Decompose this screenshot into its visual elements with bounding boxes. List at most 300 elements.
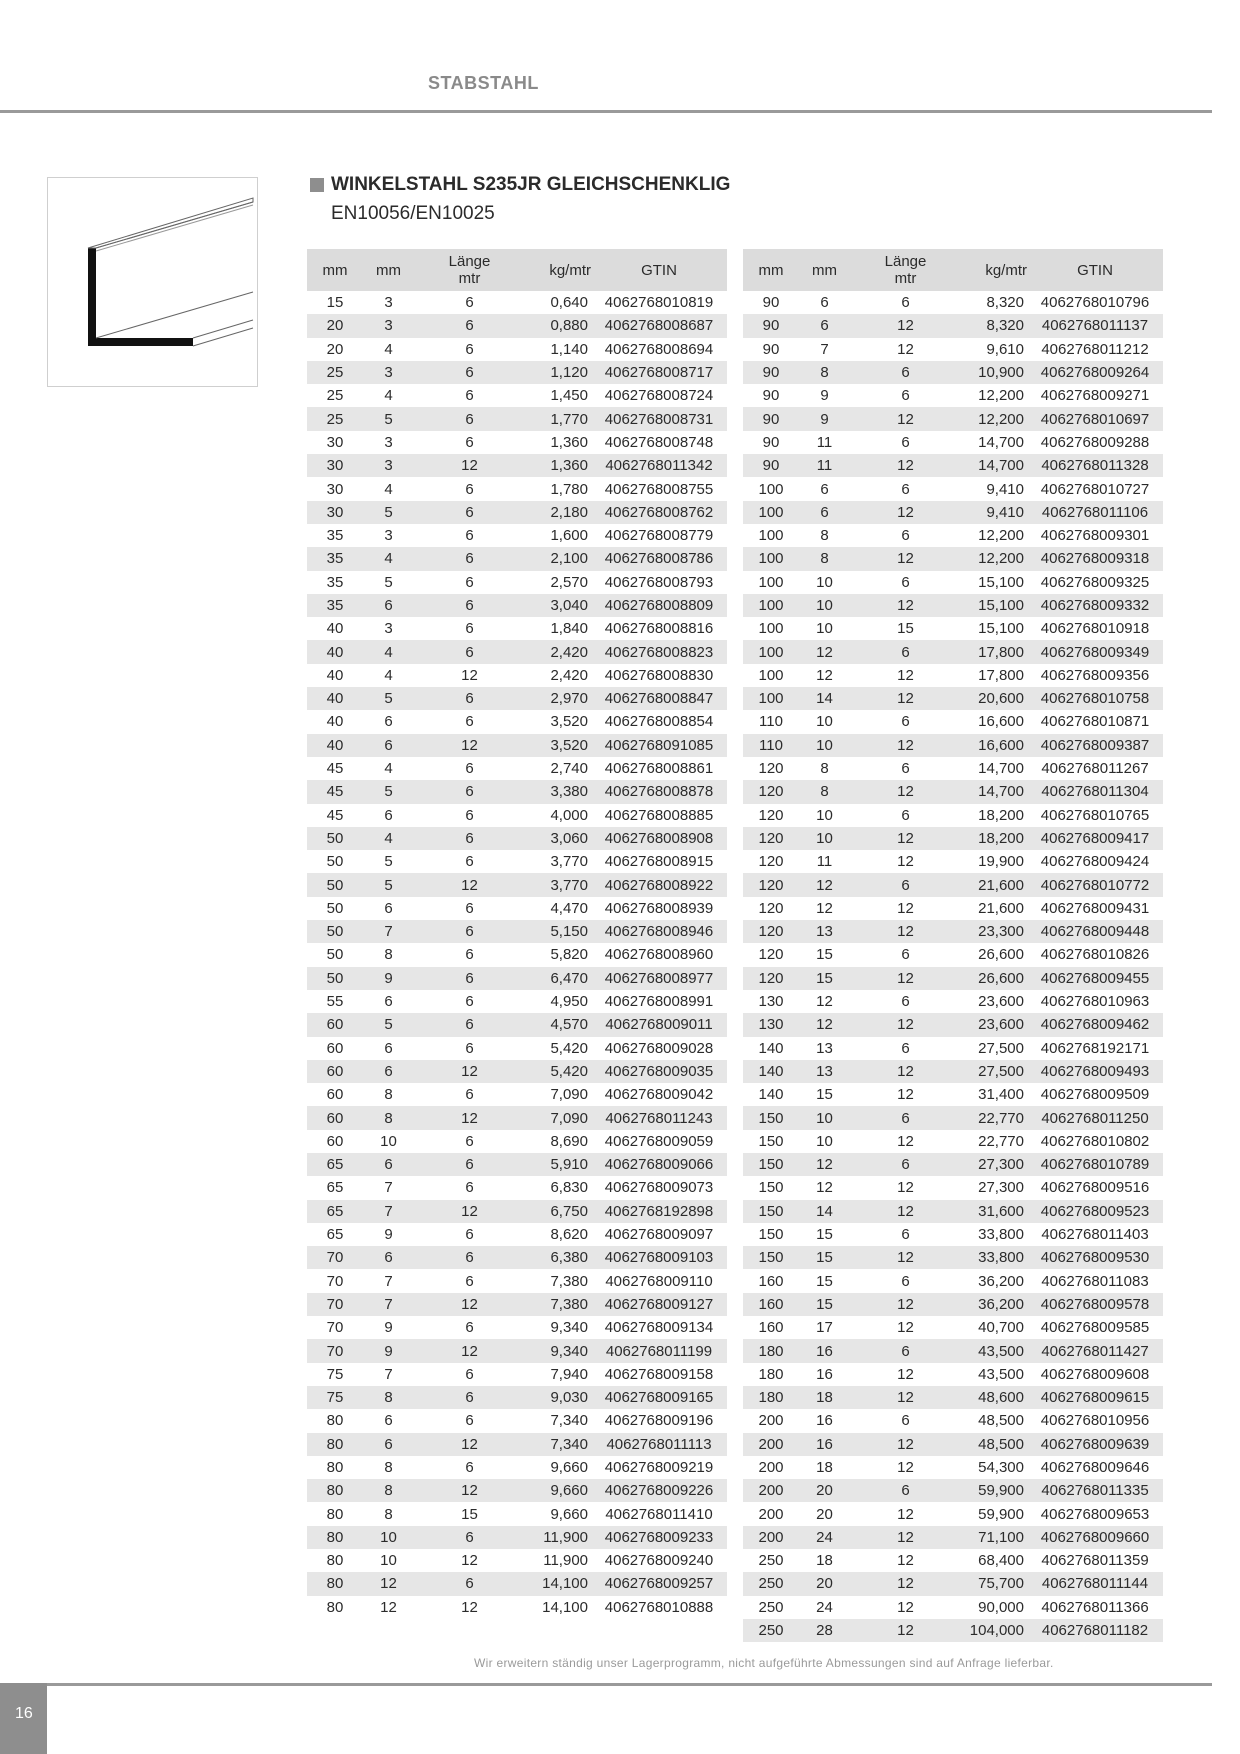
table-cell: 50 bbox=[326, 946, 344, 964]
table-cell: 4 bbox=[384, 760, 393, 778]
table-cell: 4062768009493 bbox=[1027, 1060, 1163, 1083]
table-cell: 5,420 bbox=[550, 1039, 588, 1057]
table-row bbox=[307, 594, 727, 617]
table-cell: 110 bbox=[743, 734, 799, 757]
table-cell: 9,610 bbox=[986, 340, 1024, 358]
table-row bbox=[743, 477, 1163, 500]
table-cell: 4062768009585 bbox=[1040, 1319, 1150, 1337]
table-cell: 4062768009158 bbox=[604, 1365, 714, 1383]
table-cell: 4062768008878 bbox=[591, 780, 727, 803]
table-cell: 4062768010697 bbox=[1027, 407, 1163, 430]
table-cell: 4062768009356 bbox=[1040, 666, 1150, 684]
table-cell: 11 bbox=[816, 853, 833, 871]
table-cell: 12 bbox=[850, 1200, 961, 1223]
table-cell: 4062768008991 bbox=[604, 993, 714, 1011]
table-row bbox=[743, 1386, 1163, 1409]
table-cell: 4062768009516 bbox=[1040, 1179, 1150, 1197]
table-cell: 4062768009226 bbox=[591, 1479, 727, 1502]
table-cell: 5 bbox=[363, 407, 414, 430]
table-cell: 8 bbox=[384, 1505, 393, 1523]
table-row bbox=[743, 594, 1163, 617]
table-cell: 200 bbox=[743, 1479, 799, 1502]
table-cell: 9 bbox=[363, 967, 414, 990]
table-cell: 26,600 bbox=[961, 967, 1027, 990]
table-cell: 3 bbox=[384, 527, 393, 545]
table-cell: 1,600 bbox=[550, 527, 588, 545]
table-row bbox=[743, 431, 1163, 454]
table-cell: 6 bbox=[465, 1365, 474, 1383]
table-row bbox=[307, 291, 727, 314]
table-cell: 6 bbox=[414, 967, 525, 990]
table-row bbox=[743, 338, 1163, 361]
table-cell: 7 bbox=[384, 1272, 393, 1290]
table-row bbox=[307, 1269, 727, 1292]
table-cell: 6 bbox=[850, 1153, 961, 1176]
table-cell: 35 bbox=[326, 573, 344, 591]
table-cell: 4062768010918 bbox=[1040, 620, 1150, 638]
table-cell: 12 bbox=[850, 1246, 961, 1269]
table-cell: 90 bbox=[743, 314, 799, 337]
table-cell: 90 bbox=[762, 433, 780, 451]
table-cell: 6 bbox=[414, 547, 525, 570]
table-cell: 18 bbox=[816, 1458, 833, 1476]
table-row bbox=[307, 1409, 727, 1432]
table-cell: 4062768009615 bbox=[1027, 1386, 1163, 1409]
table-cell: 3,040 bbox=[525, 594, 591, 617]
table-cell: 6 bbox=[414, 827, 525, 850]
table-cell: 6 bbox=[901, 573, 910, 591]
table-cell: 20 bbox=[307, 314, 363, 337]
table-cell: 4 bbox=[384, 666, 393, 684]
table-cell: 15 bbox=[816, 1086, 833, 1104]
table-cell: 100 bbox=[758, 573, 784, 591]
table-cell: 12 bbox=[816, 666, 833, 684]
stock-table-left bbox=[307, 249, 727, 1619]
table-cell: 8 bbox=[384, 946, 393, 964]
table-cell: 200 bbox=[758, 1412, 784, 1430]
table-cell: 54,300 bbox=[978, 1458, 1024, 1476]
table-cell: 12 bbox=[850, 1013, 961, 1036]
table-row bbox=[307, 1153, 727, 1176]
table-cell: 250 bbox=[758, 1552, 784, 1570]
table-cell: 100 bbox=[758, 620, 784, 638]
table-row bbox=[307, 1106, 727, 1129]
table-cell: 4062768009271 bbox=[1040, 387, 1150, 405]
table-cell: 4062768010765 bbox=[1040, 806, 1150, 824]
table-cell: 60 bbox=[307, 1060, 363, 1083]
table-cell: 12,200 bbox=[978, 387, 1024, 405]
table-cell: 3,770 bbox=[550, 853, 588, 871]
table-cell: 6 bbox=[901, 433, 910, 451]
column-header: mm bbox=[799, 249, 850, 291]
table-cell: 12 bbox=[461, 1598, 478, 1616]
table-cell: 4062768011403 bbox=[1041, 1226, 1149, 1244]
table-cell: 4062768011267 bbox=[1041, 760, 1149, 778]
column-header: Länge mtr bbox=[850, 249, 961, 291]
table-cell: 4062768011328 bbox=[1027, 454, 1163, 477]
table-row bbox=[307, 920, 727, 943]
table-cell: 12 bbox=[461, 666, 478, 684]
table-row bbox=[743, 1409, 1163, 1432]
table-cell: 27,500 bbox=[961, 1060, 1027, 1083]
table-row bbox=[307, 990, 727, 1013]
column-header: Länge mtr bbox=[414, 249, 525, 291]
table-cell: 10 bbox=[380, 1552, 397, 1570]
table-cell: 10 bbox=[799, 594, 850, 617]
table-cell: 1,360 bbox=[525, 454, 591, 477]
table-cell: 4062768009431 bbox=[1040, 899, 1150, 917]
table-row bbox=[307, 757, 727, 780]
table-cell: 4062768011199 bbox=[591, 1339, 727, 1362]
table-cell: 180 bbox=[743, 1386, 799, 1409]
table-cell: 5 bbox=[363, 687, 414, 710]
table-cell: 6 bbox=[901, 1039, 910, 1057]
table-cell: 100 bbox=[758, 666, 784, 684]
table-cell: 100 bbox=[743, 594, 799, 617]
table-cell: 150 bbox=[743, 1153, 799, 1176]
table-cell: 4062768009288 bbox=[1040, 433, 1150, 451]
table-cell: 4062768009448 bbox=[1027, 920, 1163, 943]
table-cell: 6 bbox=[901, 294, 910, 312]
table-row bbox=[307, 407, 727, 430]
table-cell: 6 bbox=[363, 1246, 414, 1269]
table-cell: 24 bbox=[799, 1526, 850, 1549]
table-cell: 43,500 bbox=[961, 1339, 1027, 1362]
table-cell: 6 bbox=[465, 853, 474, 871]
table-cell: 4062768009301 bbox=[1040, 527, 1150, 545]
table-cell: 15,100 bbox=[978, 573, 1024, 591]
table-cell: 6 bbox=[901, 480, 910, 498]
table-cell: 4062768010727 bbox=[1040, 480, 1150, 498]
footer-note: Wir erweitern ständig unser Lagerprogramm, nicht aufgeführte Abmessungen sind auf Anfrage lieferbar. bbox=[474, 1656, 1054, 1670]
table-cell: 3 bbox=[363, 314, 414, 337]
table-cell: 7,340 bbox=[550, 1412, 588, 1430]
table-cell: 4062768009349 bbox=[1027, 640, 1163, 663]
table-cell: 5,420 bbox=[525, 1060, 591, 1083]
table-cell: 12 bbox=[850, 1619, 961, 1642]
table-cell: 6 bbox=[363, 734, 414, 757]
table-cell: 6 bbox=[465, 1319, 474, 1337]
table-cell: 3 bbox=[384, 433, 393, 451]
table-cell: 6 bbox=[901, 1412, 910, 1430]
table-cell: 4062768009103 bbox=[591, 1246, 727, 1269]
table-row bbox=[307, 617, 727, 640]
table-cell: 4062768009035 bbox=[591, 1060, 727, 1083]
table-cell: 80 bbox=[326, 1552, 344, 1570]
table-cell: 6 bbox=[465, 433, 474, 451]
table-cell: 10 bbox=[816, 1132, 833, 1150]
table-cell: 4062768008731 bbox=[591, 407, 727, 430]
table-cell: 11,900 bbox=[543, 1552, 588, 1570]
table-cell: 27,300 bbox=[978, 1179, 1024, 1197]
table-cell: 80 bbox=[326, 1505, 344, 1523]
table-cell: 30 bbox=[326, 433, 344, 451]
table-cell: 40 bbox=[326, 666, 344, 684]
table-cell: 7,380 bbox=[525, 1293, 591, 1316]
table-cell: 8 bbox=[363, 1386, 414, 1409]
table-cell: 120 bbox=[758, 946, 784, 964]
table-cell: 3 bbox=[384, 294, 393, 312]
table-cell: 4062768010758 bbox=[1027, 687, 1163, 710]
table-cell: 13 bbox=[816, 1039, 833, 1057]
table-cell: 4062768008762 bbox=[591, 501, 727, 524]
table-cell: 27,300 bbox=[961, 1153, 1027, 1176]
table-cell: 6 bbox=[384, 1412, 393, 1430]
table-cell: 60 bbox=[326, 1086, 344, 1104]
table-cell: 15 bbox=[799, 1293, 850, 1316]
table-cell: 80 bbox=[326, 1412, 344, 1430]
table-row bbox=[307, 338, 727, 361]
table-cell: 48,500 bbox=[961, 1433, 1027, 1456]
table-row bbox=[307, 1596, 727, 1619]
table-cell: 4062768008755 bbox=[604, 480, 714, 498]
table-cell: 4 bbox=[384, 480, 393, 498]
table-cell: 120 bbox=[758, 899, 784, 917]
table-cell: 12 bbox=[850, 594, 961, 617]
table-cell: 14,700 bbox=[961, 454, 1027, 477]
table-cell: 9,660 bbox=[550, 1505, 588, 1523]
table-cell: 60 bbox=[326, 1039, 344, 1057]
table-cell: 4 bbox=[363, 640, 414, 663]
table-cell: 4062768010772 bbox=[1027, 873, 1163, 896]
table-row bbox=[307, 1479, 727, 1502]
table-cell: 15 bbox=[816, 1272, 833, 1290]
table-cell: 4062768008939 bbox=[604, 899, 714, 917]
table-cell: 12 bbox=[850, 1386, 961, 1409]
table-cell: 40 bbox=[326, 713, 344, 731]
table-row bbox=[307, 1339, 727, 1362]
table-cell: 12 bbox=[850, 1526, 961, 1549]
table-cell: 6 bbox=[465, 573, 474, 591]
table-cell: 9,410 bbox=[986, 480, 1024, 498]
table-cell: 90 bbox=[762, 340, 780, 358]
table-cell: 31,400 bbox=[978, 1086, 1024, 1104]
table-cell: 33,800 bbox=[961, 1246, 1027, 1269]
table-cell: 19,900 bbox=[978, 853, 1024, 871]
table-cell: 70 bbox=[307, 1293, 363, 1316]
table-row bbox=[743, 873, 1163, 896]
table-cell: 35 bbox=[307, 547, 363, 570]
table-row bbox=[307, 873, 727, 896]
table-row bbox=[307, 1549, 727, 1572]
table-cell: 4062768011335 bbox=[1027, 1479, 1163, 1502]
table-cell: 150 bbox=[743, 1200, 799, 1223]
table-cell: 10 bbox=[816, 713, 833, 731]
table-row bbox=[307, 1456, 727, 1479]
table-cell: 4062768011342 bbox=[591, 454, 727, 477]
table-cell: 90 bbox=[762, 387, 780, 405]
table-cell: 36,200 bbox=[961, 1293, 1027, 1316]
table-cell: 6 bbox=[384, 713, 393, 731]
table-cell: 12 bbox=[850, 687, 961, 710]
table-cell: 6 bbox=[414, 687, 525, 710]
table-cell: 9,030 bbox=[525, 1386, 591, 1409]
table-row bbox=[307, 524, 727, 547]
table-cell: 6 bbox=[414, 640, 525, 663]
table-cell: 12 bbox=[414, 1293, 525, 1316]
table-cell: 4062768009196 bbox=[604, 1412, 714, 1430]
table-cell: 15,100 bbox=[961, 594, 1027, 617]
table-cell: 10 bbox=[816, 573, 833, 591]
table-cell: 120 bbox=[758, 760, 784, 778]
column-header: GTIN bbox=[1027, 249, 1163, 291]
table-cell: 7 bbox=[384, 1179, 393, 1197]
table-cell: 15 bbox=[897, 620, 914, 638]
stock-table-right bbox=[743, 249, 1163, 1642]
table-cell: 12 bbox=[414, 1433, 525, 1456]
table-cell: 4062768008687 bbox=[591, 314, 727, 337]
table-cell: 250 bbox=[743, 1619, 799, 1642]
table-cell: 100 bbox=[743, 640, 799, 663]
table-cell: 3,060 bbox=[525, 827, 591, 850]
table-cell: 4062768011366 bbox=[1041, 1598, 1149, 1616]
table-cell: 12 bbox=[897, 1458, 914, 1476]
table-cell: 30 bbox=[307, 501, 363, 524]
table-row bbox=[743, 1246, 1163, 1269]
table-cell: 6 bbox=[850, 1106, 961, 1129]
table-cell: 4062768009462 bbox=[1027, 1013, 1163, 1036]
table-cell: 75 bbox=[307, 1386, 363, 1409]
table-cell: 12,200 bbox=[978, 527, 1024, 545]
table-cell: 12 bbox=[799, 1013, 850, 1036]
table-cell: 12 bbox=[897, 1319, 914, 1337]
table-cell: 8 bbox=[384, 1458, 393, 1476]
table-cell: 8,690 bbox=[550, 1132, 588, 1150]
table-cell: 6 bbox=[465, 899, 474, 917]
table-cell: 18 bbox=[816, 1552, 833, 1570]
table-row bbox=[307, 314, 727, 337]
table-cell: 4062768009219 bbox=[604, 1458, 714, 1476]
table-cell: 21,600 bbox=[961, 873, 1027, 896]
table-cell: 2,420 bbox=[525, 640, 591, 663]
table-cell: 12 bbox=[850, 920, 961, 943]
table-cell: 12 bbox=[414, 1060, 525, 1083]
table-row bbox=[307, 547, 727, 570]
table-cell: 9,340 bbox=[525, 1339, 591, 1362]
table-cell: 1,450 bbox=[550, 387, 588, 405]
table-cell: 4062768011106 bbox=[1027, 501, 1163, 524]
table-cell: 59,900 bbox=[978, 1505, 1024, 1523]
header-divider bbox=[0, 110, 1212, 113]
table-cell: 4062768011144 bbox=[1027, 1572, 1163, 1595]
table-cell: 4062768008946 bbox=[591, 920, 727, 943]
table-cell: 6 bbox=[850, 873, 961, 896]
table-cell: 17,800 bbox=[961, 640, 1027, 663]
table-cell: 10 bbox=[816, 806, 833, 824]
table-row bbox=[307, 1060, 727, 1083]
table-cell: 6 bbox=[414, 1386, 525, 1409]
table-cell: 4,470 bbox=[550, 899, 588, 917]
table-cell: 104,000 bbox=[961, 1619, 1027, 1642]
table-cell: 4062768011212 bbox=[1041, 340, 1149, 358]
table-cell: 4062768008748 bbox=[604, 433, 714, 451]
table-cell: 24 bbox=[816, 1598, 833, 1616]
table-cell: 6 bbox=[384, 899, 393, 917]
table-cell: 6 bbox=[465, 993, 474, 1011]
table-row bbox=[743, 1502, 1163, 1525]
table-cell: 15 bbox=[816, 946, 833, 964]
table-cell: 140 bbox=[743, 1060, 799, 1083]
table-cell: 4062768009240 bbox=[604, 1552, 714, 1570]
product-title: WINKELSTAHL S235JR GLEICHSCHENKLIG bbox=[331, 174, 731, 195]
table-row bbox=[743, 501, 1163, 524]
table-cell: 12 bbox=[414, 734, 525, 757]
table-cell: 6,470 bbox=[525, 967, 591, 990]
table-cell: 4062768011250 bbox=[1027, 1106, 1163, 1129]
table-row bbox=[307, 501, 727, 524]
table-cell: 4062768008694 bbox=[604, 340, 714, 358]
table-cell: 8 bbox=[820, 760, 829, 778]
table-cell: 4062768009134 bbox=[604, 1319, 714, 1337]
table-cell: 9,340 bbox=[550, 1319, 588, 1337]
table-cell: 4062768010956 bbox=[1040, 1412, 1150, 1430]
table-cell: 4062768009332 bbox=[1027, 594, 1163, 617]
table-cell: 75 bbox=[326, 1365, 344, 1383]
table-cell: 12 bbox=[816, 1179, 833, 1197]
table-cell: 17,800 bbox=[978, 666, 1024, 684]
table-cell: 4062768008786 bbox=[591, 547, 727, 570]
table-row bbox=[743, 1526, 1163, 1549]
table-cell: 22,770 bbox=[978, 1132, 1024, 1150]
table-cell: 4062768008847 bbox=[591, 687, 727, 710]
table-cell: 1,840 bbox=[550, 620, 588, 638]
table-cell: 70 bbox=[326, 1272, 344, 1290]
table-row bbox=[307, 780, 727, 803]
table-cell: 12 bbox=[414, 1339, 525, 1362]
table-cell: 6 bbox=[901, 1226, 910, 1244]
table-cell: 36,200 bbox=[978, 1272, 1024, 1290]
table-cell: 160 bbox=[758, 1272, 784, 1290]
table-cell: 8 bbox=[799, 361, 850, 384]
table-cell: 12 bbox=[850, 780, 961, 803]
table-cell: 4062768008915 bbox=[604, 853, 714, 871]
table-cell: 7,090 bbox=[550, 1086, 588, 1104]
table-cell: 120 bbox=[743, 780, 799, 803]
table-cell: 4062768008830 bbox=[604, 666, 714, 684]
table-cell: 120 bbox=[758, 806, 784, 824]
table-cell: 6 bbox=[901, 387, 910, 405]
table-row bbox=[743, 920, 1163, 943]
table-row bbox=[307, 967, 727, 990]
table-cell: 16 bbox=[816, 1365, 833, 1383]
table-cell: 4062768010802 bbox=[1040, 1132, 1150, 1150]
table-row bbox=[743, 1433, 1163, 1456]
table-cell: 100 bbox=[758, 480, 784, 498]
table-cell: 14,100 bbox=[542, 1598, 588, 1616]
table-row bbox=[743, 1596, 1163, 1619]
table-row bbox=[307, 1013, 727, 1036]
table-cell: 4062768008793 bbox=[604, 573, 714, 591]
product-standard: EN10056/EN10025 bbox=[331, 203, 495, 224]
table-cell: 6 bbox=[414, 594, 525, 617]
table-cell: 200 bbox=[743, 1526, 799, 1549]
table-row bbox=[743, 571, 1163, 594]
table-cell: 6,830 bbox=[550, 1179, 588, 1197]
table-cell: 14 bbox=[799, 687, 850, 710]
table-cell: 4062768011137 bbox=[1027, 314, 1163, 337]
table-cell: 15 bbox=[799, 1246, 850, 1269]
table-cell: 6 bbox=[414, 1572, 525, 1595]
table-cell: 8,320 bbox=[961, 314, 1027, 337]
footer-divider bbox=[0, 1683, 1212, 1686]
table-cell: 4062768008885 bbox=[604, 806, 714, 824]
table-row bbox=[743, 1572, 1163, 1595]
table-cell: 4062768008977 bbox=[591, 967, 727, 990]
table-cell: 14,700 bbox=[978, 433, 1024, 451]
table-row bbox=[307, 1526, 727, 1549]
table-cell: 12 bbox=[380, 1598, 397, 1616]
page-number: 16 bbox=[15, 1705, 33, 1722]
